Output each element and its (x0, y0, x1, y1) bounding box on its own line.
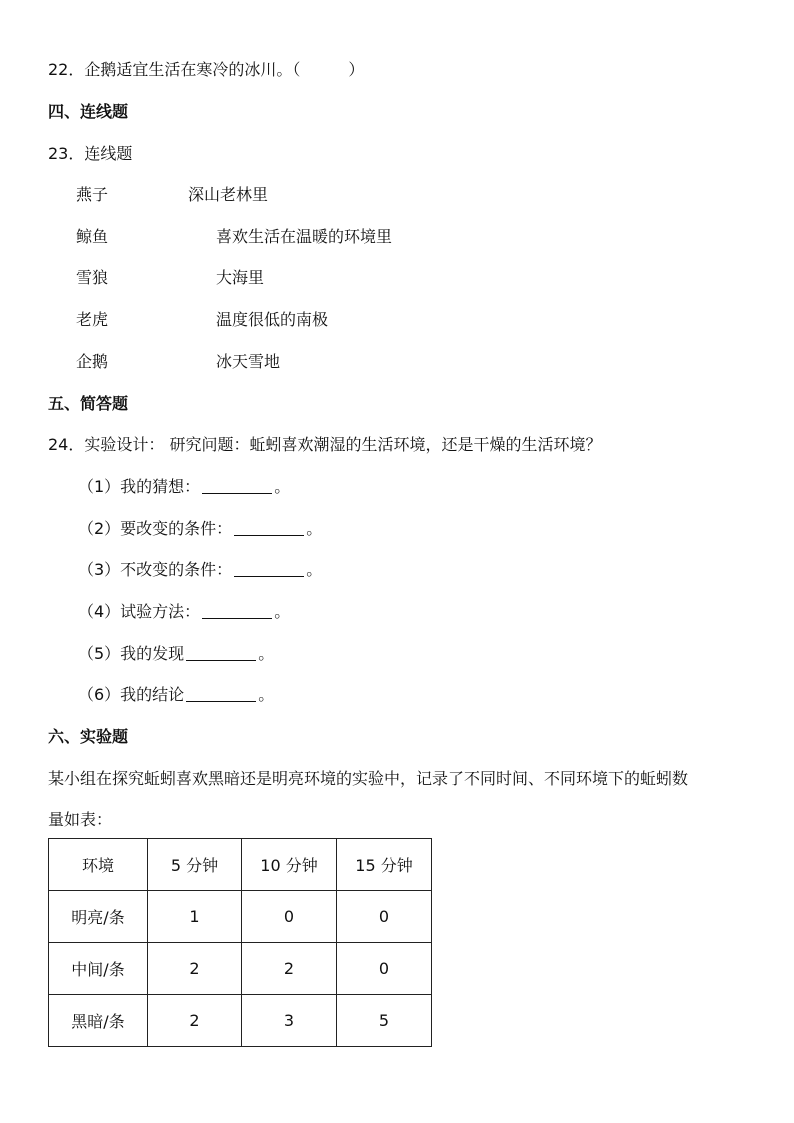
table-header-cell: 10 分钟 (242, 839, 337, 891)
match-right-item: 大海里 (216, 268, 265, 287)
item-end: 。 (274, 602, 291, 621)
item-end: 。 (306, 560, 323, 579)
question-24: 24．实验设计： 研究问题：蚯蚓喜欢潮湿的生活环境，还是干燥的生活环境？ (48, 435, 602, 454)
item-end: 。 (306, 519, 323, 538)
answer-blank[interactable] (234, 519, 304, 536)
table-cell: 黑暗/条 (49, 995, 148, 1047)
item-end: 。 (274, 477, 291, 496)
table-header-cell: 5 分钟 (148, 839, 242, 891)
table-cell: 2 (148, 995, 242, 1047)
question-23: 23．连线题 (48, 144, 133, 163)
match-left-item: 雪狼 (76, 268, 109, 287)
match-left-item: 鲸鱼 (76, 227, 109, 246)
item-label: （3）不改变的条件： (78, 560, 233, 579)
table-cell: 0 (337, 891, 432, 943)
q24-item-6 (78, 684, 274, 706)
answer-blank[interactable] (202, 602, 272, 619)
question-22: 22．企鹅适宜生活在寒冷的冰川。（ ） (48, 60, 365, 79)
table-cell: 2 (242, 943, 337, 995)
match-right-item: 喜欢生活在温暖的环境里 (216, 227, 393, 246)
table-row (49, 943, 432, 995)
section-6-heading: 六、实验题 (48, 727, 129, 746)
table-row (49, 891, 432, 943)
table-cell: 1 (148, 891, 242, 943)
item-end: 。 (258, 644, 275, 663)
table-cell: 3 (242, 995, 337, 1047)
table-cell: 中间/条 (49, 943, 148, 995)
table-cell: 2 (148, 943, 242, 995)
q24-item-1 (78, 476, 290, 498)
experiment-table (48, 838, 432, 1047)
item-label: （5）我的发现 (78, 644, 185, 663)
q24-item-3 (78, 559, 322, 581)
section-5-heading: 五、简答题 (48, 394, 129, 413)
answer-blank[interactable] (186, 685, 256, 702)
table-cell: 5 (337, 995, 432, 1047)
q24-item-4 (78, 601, 290, 623)
item-label: （1）我的猜想： (78, 477, 201, 496)
question-25-line-2: 量如表： (48, 810, 113, 829)
q24-item-2 (78, 518, 322, 540)
answer-blank[interactable] (186, 644, 256, 661)
match-right-item: 深山老林里 (188, 185, 269, 204)
match-right-item: 温度很低的南极 (216, 310, 329, 329)
table-cell: 0 (337, 943, 432, 995)
table-row (49, 995, 432, 1047)
table-cell: 0 (242, 891, 337, 943)
item-label: （6）我的结论 (78, 685, 185, 704)
item-label: （4）试验方法： (78, 602, 201, 621)
section-4-heading: 四、连线题 (48, 102, 129, 121)
match-right-item: 冰天雪地 (216, 352, 281, 371)
table-header-row (49, 839, 432, 891)
table-header-cell: 环境 (49, 839, 148, 891)
q24-item-5 (78, 643, 274, 665)
table-cell: 明亮/条 (49, 891, 148, 943)
match-left-item: 老虎 (76, 310, 109, 329)
match-left-item: 企鹅 (76, 352, 109, 371)
match-left-item: 燕子 (76, 185, 109, 204)
item-label: （2）要改变的条件： (78, 519, 233, 538)
question-25-line-1: 某小组在探究蚯蚓喜欢黑暗还是明亮环境的实验中，记录了不同时间、不同环境下的蚯蚓数 (48, 769, 689, 788)
item-end: 。 (258, 685, 275, 704)
table-header-cell: 15 分钟 (337, 839, 432, 891)
answer-blank[interactable] (234, 560, 304, 577)
answer-blank[interactable] (202, 477, 272, 494)
